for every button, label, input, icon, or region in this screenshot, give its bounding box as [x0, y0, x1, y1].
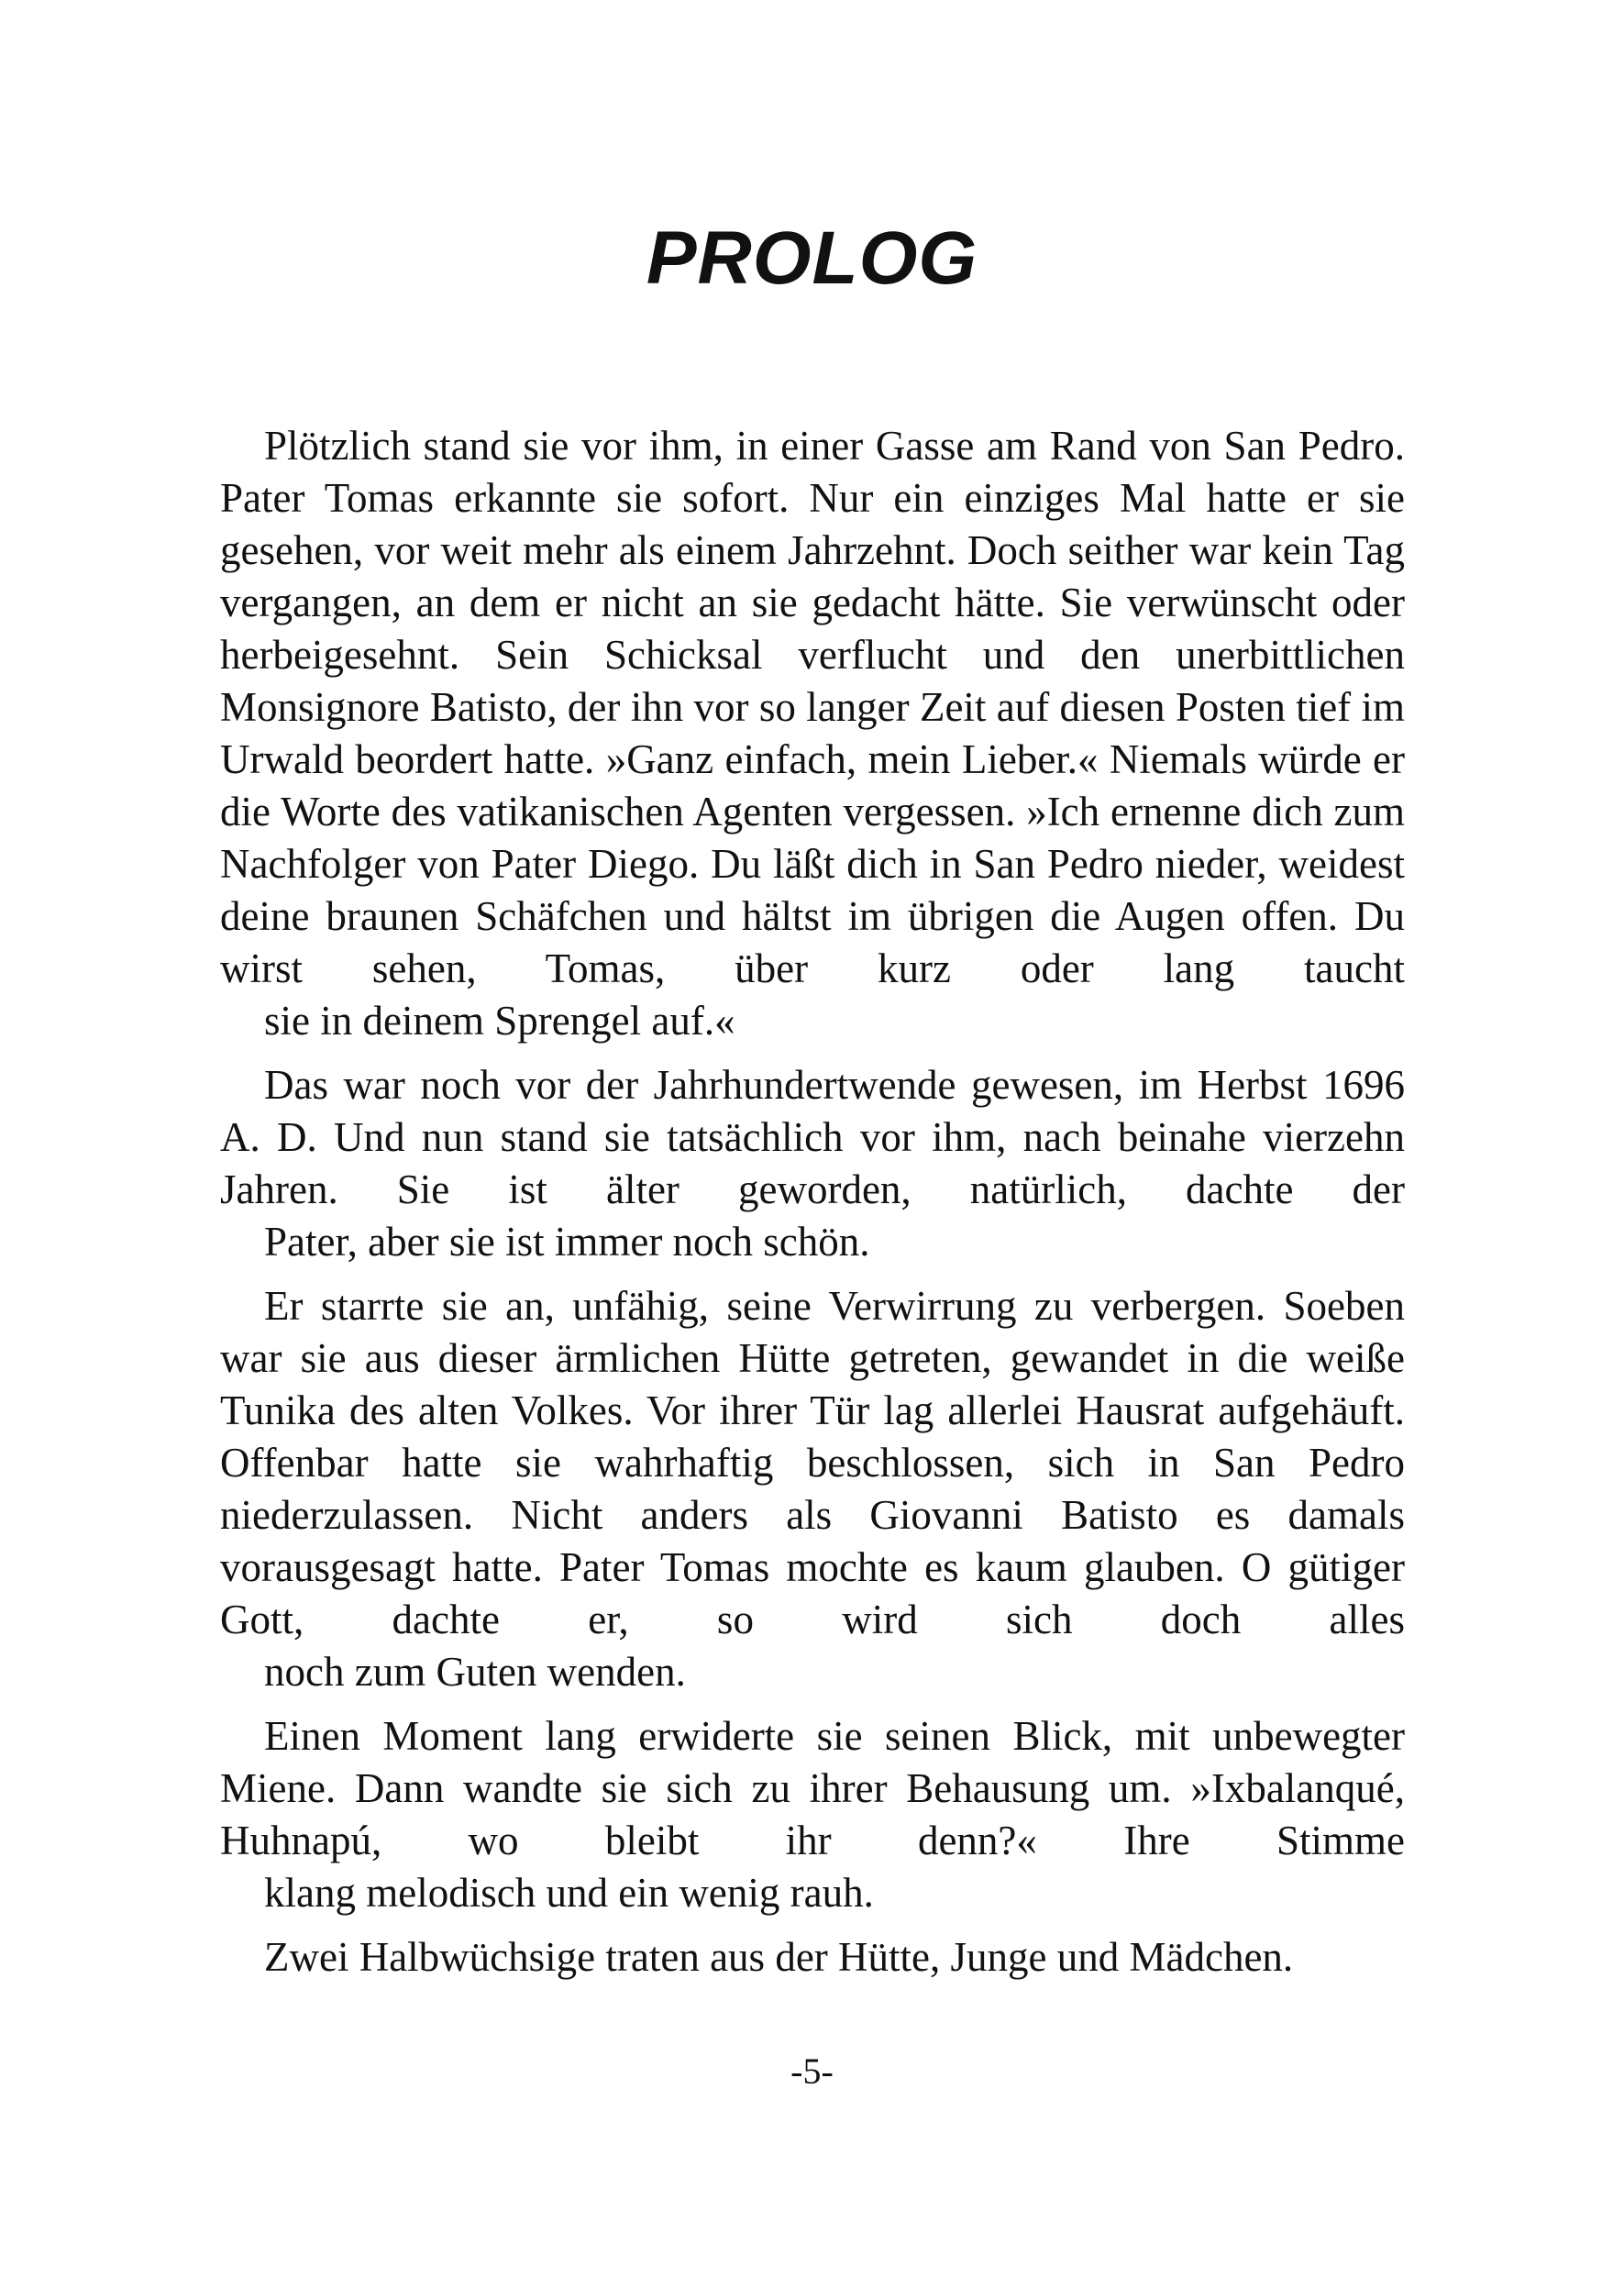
text-line: 1696 A. D. Und nun stand sie tatsächlich vor ihm, nach beinahe: [220, 1062, 1406, 1160]
text-line: hätte. Sie verwünscht oder herbeigesehnt. Sein Schicksal: [220, 580, 1406, 678]
text-line-last: klang melodisch und ein wenig rauh.: [264, 1870, 874, 1916]
text-line: die weiße Tunika des alten Volkes. Vor ihrer Tür lag allerlei: [220, 1335, 1405, 1433]
page-number: -5-: [790, 2050, 834, 2092]
text-line: Batisto es damals vorausgesagt hatte. Pater Tomas mochte es: [220, 1492, 1405, 1590]
text-line: Plötzlich stand sie vor ihm, in einer Gasse am Rand von San: [264, 423, 1287, 469]
text-line: Das war noch vor der Jahrhundertwende gewesen, im Herbst: [264, 1062, 1308, 1108]
body-text: [220, 420, 1405, 1995]
text-line: verflucht und den unerbittlichen Monsignore Batisto, der ihn vor: [220, 632, 1405, 730]
paragraph: [220, 1931, 1405, 1984]
text-line-last: Zwei Halbwüchsige traten aus der Hütte, Junge und Mädchen.: [264, 1934, 1294, 1980]
text-line-last: sie in deinem Sprengel auf.«: [264, 998, 735, 1044]
text-line: Einen Moment lang erwiderte sie seinen Blick, mit: [264, 1713, 1190, 1759]
text-line: um. »Ixbalanqué, Huhnapú, wo bleibt ihr denn?« Ihre Stimme: [220, 1765, 1406, 1863]
text-line: Er starrte sie an, unfähig, seine Verwirrung zu verbergen.: [264, 1283, 1266, 1329]
text-line: »Ganz einfach, mein Lieber.« Niemals würde er die Worte des: [220, 736, 1406, 835]
text-line: unbewegter Miene. Dann wandte sie sich zu ihrer Behausung: [220, 1713, 1405, 1811]
text-line: weidest deine braunen Schäfchen und hältst im übrigen die: [220, 841, 1405, 939]
text-line-last: Pater, aber sie ist immer noch schön.: [264, 1219, 870, 1265]
text-line: Nachfolger von Pater Diego. Du läßt dich in San Pedro nieder,: [220, 841, 1267, 887]
text-line-last: noch zum Guten wenden.: [264, 1649, 686, 1695]
chapter-title: PROLOG: [646, 216, 978, 300]
paragraph: [220, 1710, 1405, 1919]
text-line: Hausrat aufgehäuft. Offenbar hatte sie wahrhaftig beschlossen,: [220, 1387, 1405, 1486]
text-line: seither war kein Tag vergangen, an dem er nicht an sie gedacht: [220, 527, 1406, 625]
text-line: vatikanischen Agenten vergessen. »Ich ernenne dich zum: [457, 789, 1405, 835]
text-line: sich in San Pedro niederzulassen. Nicht anders als Giovanni: [220, 1440, 1406, 1538]
text-line: vierzehn Jahren. Sie ist älter geworden, natürlich, dachte der: [220, 1114, 1405, 1212]
paragraph: [220, 1280, 1405, 1698]
paragraph: [220, 420, 1405, 1047]
text-line: so langer Zeit auf diesen Posten tief im Urwald beordert hatte.: [220, 684, 1405, 782]
text-line: hatte er sie gesehen, vor weit mehr als einem Jahrzehnt. Doch: [220, 475, 1406, 573]
text-line: Soeben war sie aus dieser ärmlichen Hütte getreten, gewandet in: [220, 1283, 1405, 1381]
text-line: kaum glauben. O gütiger Gott, dachte er, so wird sich doch alles: [220, 1544, 1405, 1642]
text-line: Augen offen. Du wirst sehen, Tomas, über kurz oder lang taucht: [220, 893, 1405, 991]
paragraph: [220, 1059, 1405, 1268]
text-line: Pedro. Pater Tomas erkannte sie sofort. Nur ein einziges Mal: [220, 423, 1405, 521]
